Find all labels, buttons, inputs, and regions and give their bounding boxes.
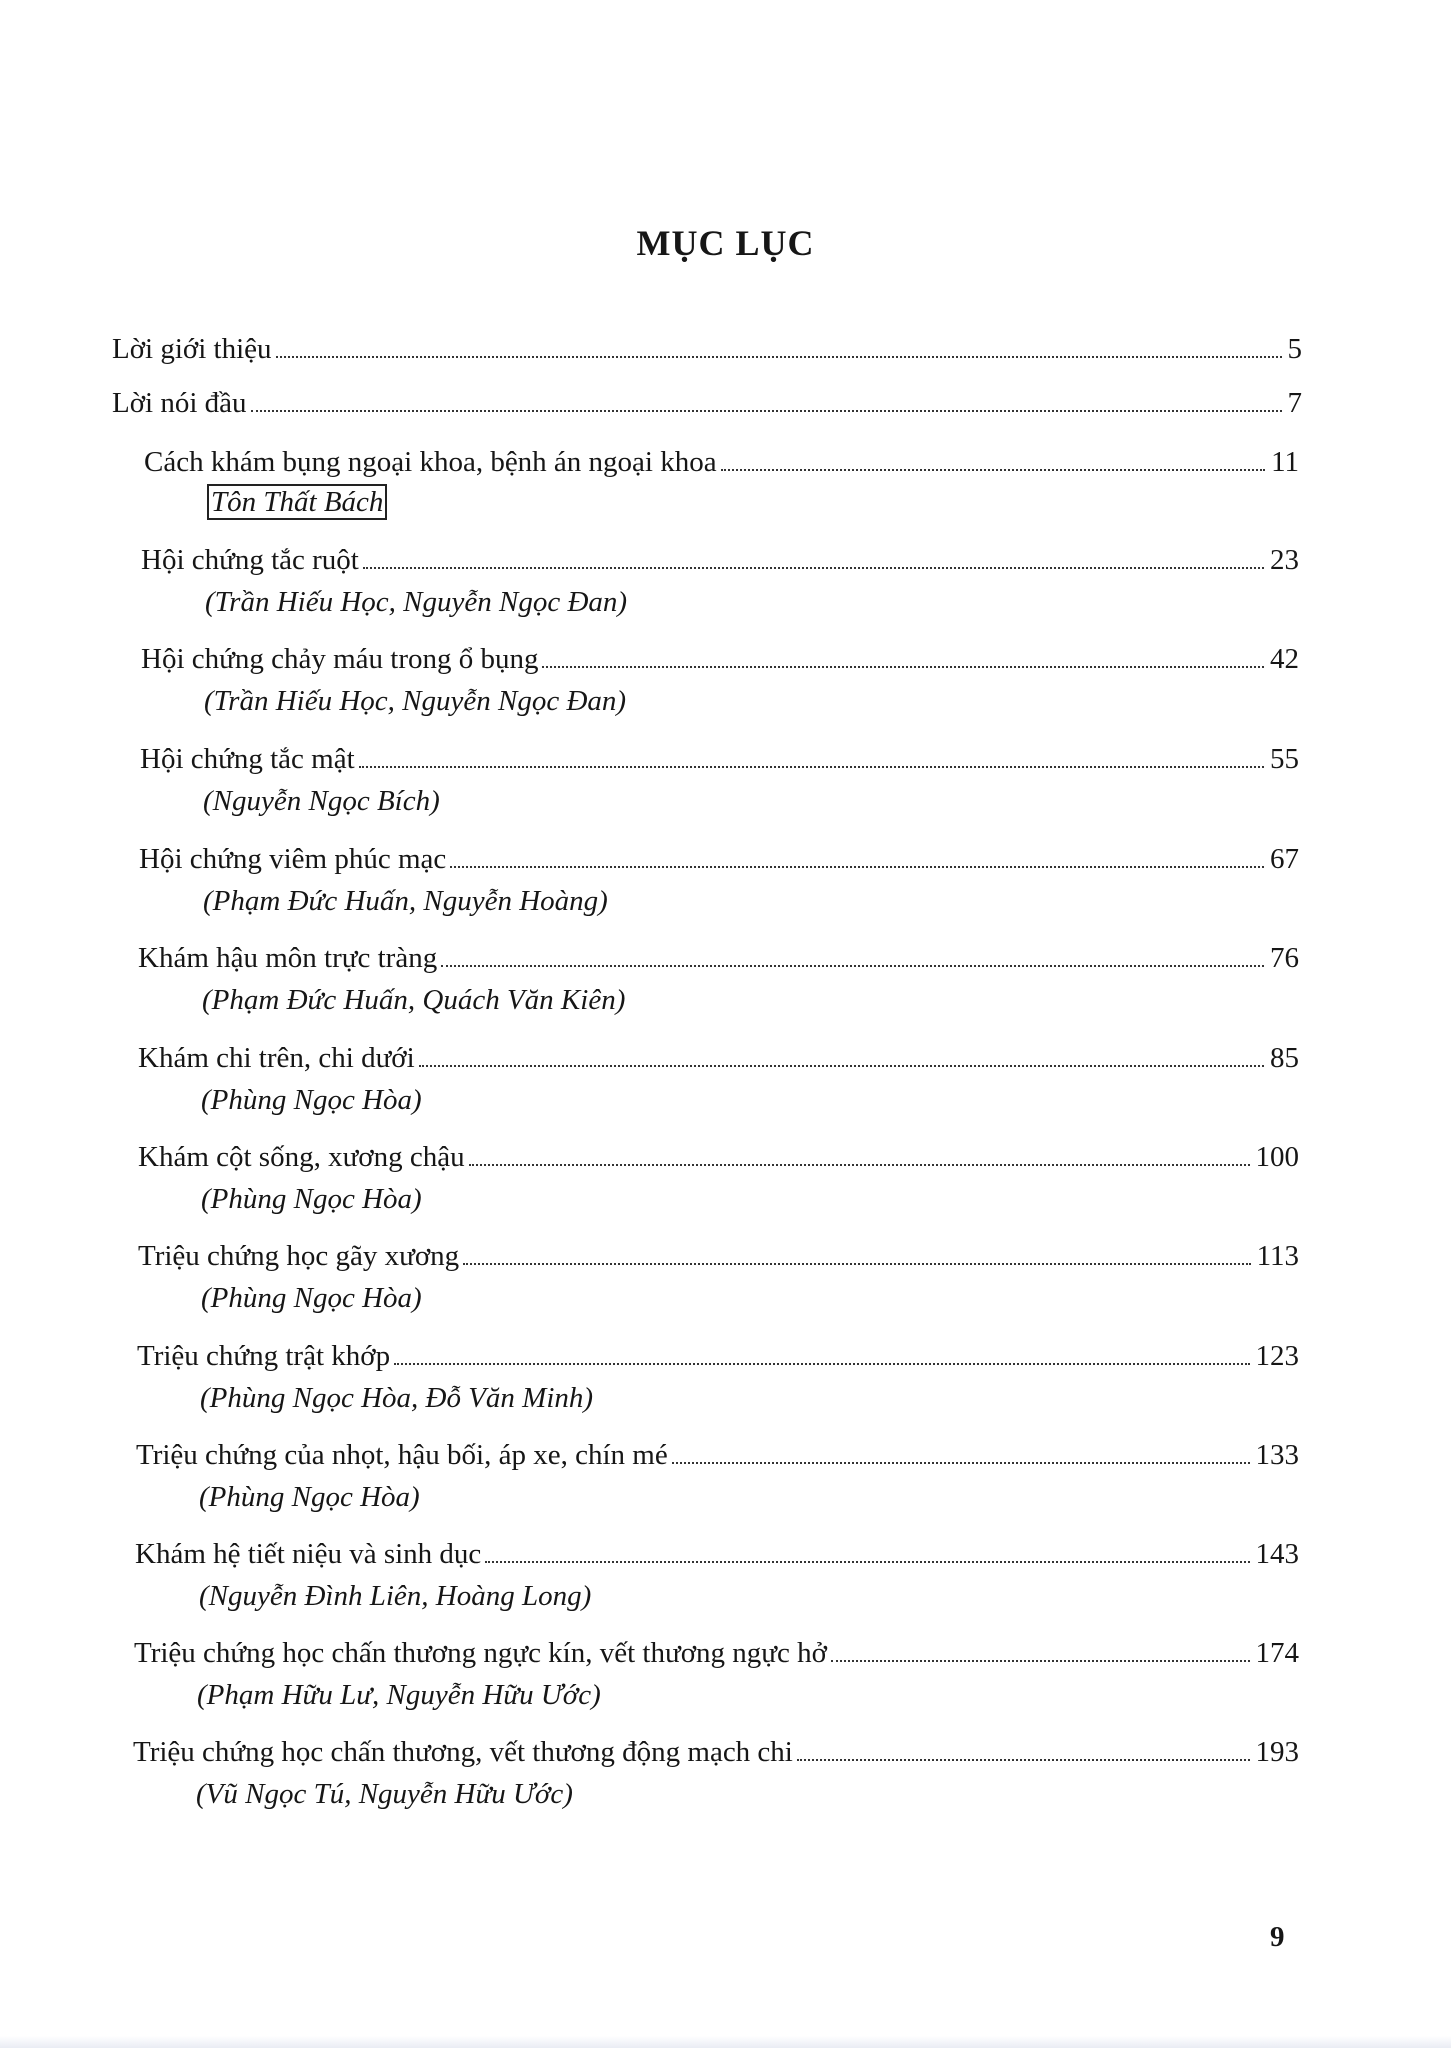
toc-row-front[interactable] <box>112 331 1302 367</box>
toc-row[interactable] <box>140 741 1299 777</box>
toc-author: (Phạm Đức Huấn, Quách Văn Kiên) <box>202 984 626 1016</box>
toc-page: 67 <box>1270 843 1299 875</box>
dot-leader <box>672 1462 1250 1464</box>
dot-leader <box>419 1065 1264 1067</box>
page-title: MỤC LỤC <box>636 223 815 263</box>
toc-author: (Phùng Ngọc Hòa) <box>201 1084 422 1116</box>
toc-page: 113 <box>1256 1240 1299 1272</box>
toc-author: (Phùng Ngọc Hòa) <box>199 1481 420 1513</box>
toc-page: 42 <box>1270 643 1299 675</box>
toc-label: Lời giới thiệu <box>112 333 272 365</box>
toc-author: (Phùng Ngọc Hòa) <box>201 1183 422 1215</box>
toc-page: 133 <box>1255 1439 1299 1471</box>
dot-leader <box>359 766 1264 768</box>
toc-row[interactable] <box>138 940 1299 976</box>
toc-page: 123 <box>1255 1340 1299 1372</box>
boxed-author: Tôn Thất Bách <box>207 484 387 520</box>
dot-leader <box>797 1759 1250 1761</box>
toc-label: Triệu chứng học gãy xương <box>138 1240 460 1272</box>
toc-label: Hội chứng tắc mật <box>140 743 355 775</box>
dot-leader <box>469 1164 1250 1166</box>
dot-leader <box>450 866 1264 868</box>
toc-page: 5 <box>1287 333 1302 365</box>
toc-author: (Trần Hiếu Học, Nguyễn Ngọc Đan) <box>205 586 628 618</box>
toc-label: Hội chứng viêm phúc mạc <box>139 843 447 875</box>
toc-row[interactable] <box>135 1536 1299 1572</box>
toc-row[interactable] <box>133 1734 1299 1770</box>
toc-page: 100 <box>1255 1141 1299 1173</box>
toc-label: Hội chứng tắc ruột <box>141 544 359 576</box>
toc-row-front[interactable] <box>112 385 1302 421</box>
toc-page: 23 <box>1270 544 1299 576</box>
toc-row[interactable] <box>134 1635 1299 1671</box>
dot-leader <box>542 666 1264 668</box>
toc-page: 193 <box>1255 1736 1299 1768</box>
toc-label: Khám hệ tiết niệu và sinh dục <box>135 1538 482 1570</box>
toc-label: Khám hậu môn trực tràng <box>138 942 438 974</box>
toc-row[interactable] <box>144 444 1299 480</box>
toc-author <box>207 484 387 520</box>
toc-row[interactable] <box>136 1437 1299 1473</box>
toc-page: 174 <box>1255 1637 1299 1669</box>
dot-leader <box>363 567 1264 569</box>
toc-author: (Phùng Ngọc Hòa, Đỗ Văn Minh) <box>200 1382 594 1414</box>
scan-edge <box>0 2036 1451 2048</box>
toc-label: Triệu chứng trật khớp <box>137 1340 391 1372</box>
dot-leader <box>441 965 1264 967</box>
toc-page: 55 <box>1270 743 1299 775</box>
toc-label: Triệu chứng học chấn thương, vết thương động mạch chi <box>133 1736 793 1768</box>
page-number: 9 <box>1270 1921 1285 1953</box>
toc-page: 85 <box>1270 1042 1299 1074</box>
toc-label: Triệu chứng của nhọt, hậu bối, áp xe, chín mé <box>136 1439 668 1471</box>
toc-author: (Trần Hiếu Học, Nguyễn Ngọc Đan) <box>204 685 627 717</box>
dot-leader <box>251 410 1282 412</box>
toc-label: Cách khám bụng ngoại khoa, bệnh án ngoại khoa <box>144 446 717 478</box>
toc-label: Lời nói đầu <box>112 387 247 419</box>
dot-leader <box>831 1660 1250 1662</box>
dot-leader <box>463 1263 1250 1265</box>
toc-label: Hội chứng chảy máu trong ổ bụng <box>141 643 539 675</box>
dot-leader <box>485 1561 1249 1563</box>
toc-label: Triệu chứng học chấn thương ngực kín, vết thương ngực hở <box>134 1637 827 1669</box>
toc-row[interactable] <box>138 1040 1299 1076</box>
toc-row[interactable] <box>138 1139 1299 1175</box>
toc-author: (Nguyễn Ngọc Bích) <box>203 785 440 817</box>
toc-author: (Nguyễn Đình Liên, Hoàng Long) <box>199 1580 592 1612</box>
toc-label: Khám cột sống, xương chậu <box>138 1141 465 1173</box>
toc-row[interactable] <box>139 841 1299 877</box>
dot-leader <box>721 469 1265 471</box>
toc-page: 143 <box>1255 1538 1299 1570</box>
dot-leader <box>276 356 1282 358</box>
toc-label: Khám chi trên, chi dưới <box>138 1042 415 1074</box>
toc-author: (Phùng Ngọc Hòa) <box>201 1282 422 1314</box>
toc-page: 76 <box>1270 942 1299 974</box>
toc-author: (Phạm Đức Huấn, Nguyễn Hoàng) <box>203 885 608 917</box>
toc-row[interactable] <box>137 1338 1299 1374</box>
toc-author: (Vũ Ngọc Tú, Nguyễn Hữu Ước) <box>196 1778 573 1810</box>
toc-row[interactable] <box>141 641 1299 677</box>
dot-leader <box>394 1363 1249 1365</box>
toc-page: 7 <box>1287 387 1302 419</box>
toc-row[interactable] <box>141 542 1299 578</box>
toc-page: 11 <box>1271 446 1299 478</box>
toc-row[interactable] <box>138 1238 1299 1274</box>
toc-author: (Phạm Hữu Lư, Nguyễn Hữu Ước) <box>197 1679 601 1711</box>
